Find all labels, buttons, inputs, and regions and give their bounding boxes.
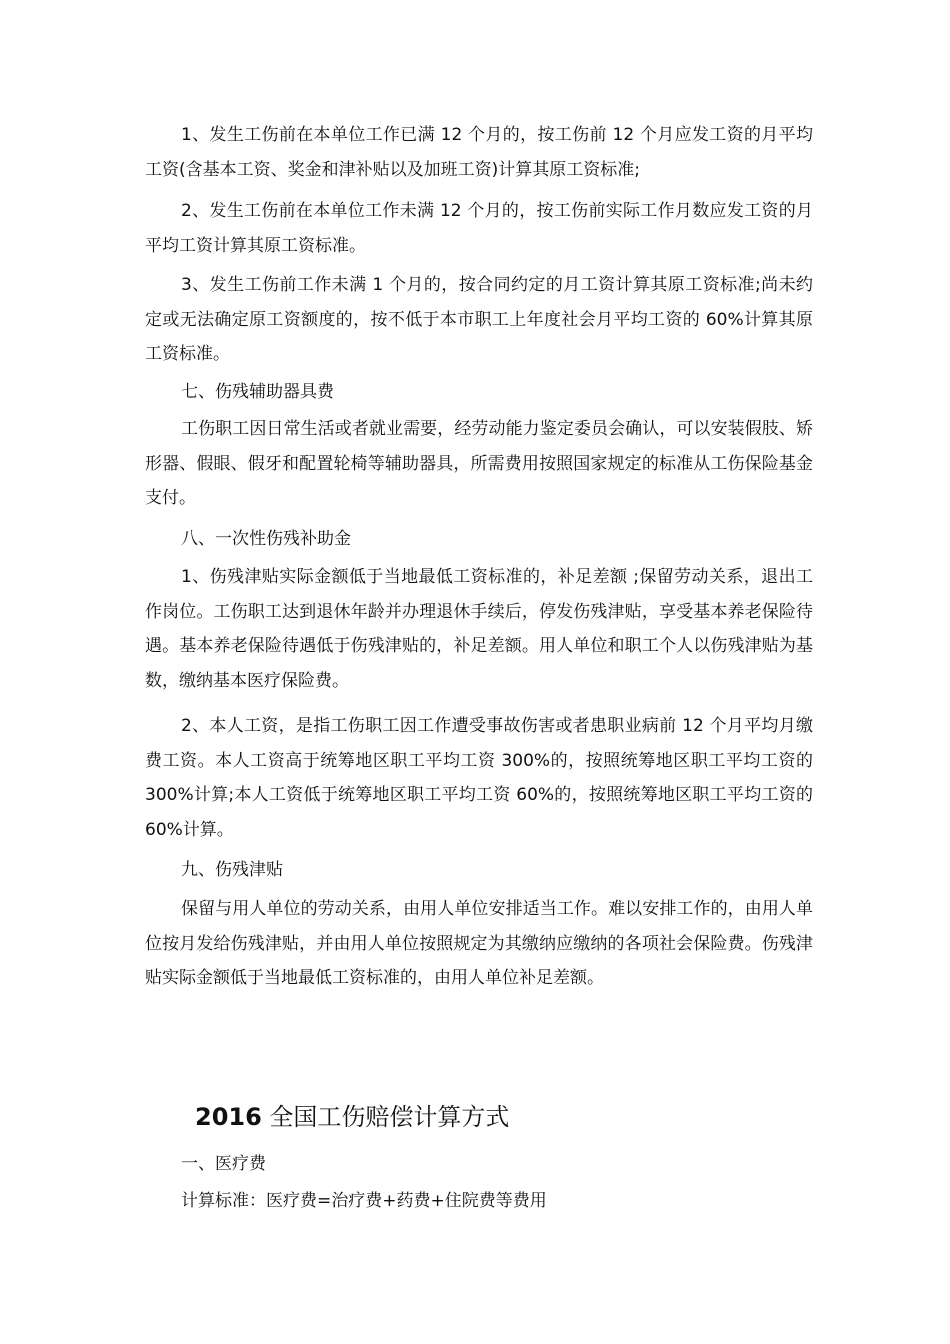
title-year: 2016 (195, 1103, 262, 1131)
paragraph-wage-rule-2: 2、发生工伤前在本单位工作未满 12 个月的，按工伤前实际工作月数应发工资的月平均工资计算其原工资标准。 (145, 201, 813, 256)
title-text: 全国工伤赔偿计算方式 (261, 1103, 510, 1131)
paragraph-assistive-devices: 工伤职工因日常生活或者就业需要，经劳动能力鉴定委员会确认，可以安装假肢、矫形器、假眼、假牙和配置轮椅等辅助器具，所需费用按照国家规定的标准从工伤保险基金支付。 (145, 419, 813, 508)
paragraph-disability-allowance: 保留与用人单位的劳动关系，由用人单位安排适当工作。难以安排工作的，由用人单位按月发给伤残津贴，并由用人单位按照规定为其缴纳应缴纳的各项社会保险费。伤残津贴实际金额低于当地最低工资标准的，由用人单位补足差额。 (145, 899, 813, 988)
paragraph-wage-rule-1: 1、发生工伤前在本单位工作已满 12 个月的，按工伤前 12 个月应发工资的月平均工资(含基本工资、奖金和津补贴以及加班工资)计算其原工资标准; (145, 125, 813, 180)
medical-fee-formula: 计算标准：医疗费=治疗费+药费+住院费等费用 (181, 1191, 547, 1211)
document-title (195, 1097, 509, 1137)
paragraph-disability-subsidy-2: 2、本人工资，是指工伤职工因工作遭受事故伤害或者患职业病前 12 个月平均月缴费工资。本人工资高于统筹地区职工平均工资 300%的，按照统筹地区职工平均工资的 300%计算;本人工资低于统筹地区职工平均工资 60%的，按照统筹地区职工平均工资的 60%计算。 (145, 716, 813, 840)
section-heading-disability-subsidy: 八、一次性伤残补助金 (181, 529, 351, 549)
section-heading-assistive-devices: 七、伤残辅助器具费 (181, 382, 334, 402)
paragraph-disability-subsidy-1: 1、伤残津贴实际金额低于当地最低工资标准的，补足差额 ;保留劳动关系，退出工作岗位。工伤职工达到退休年龄并办理退休手续后，停发伤残津贴，享受基本养老保险待遇。基本养老保险待遇低于伤残津贴的，补足差额。用人单位和职工个人以伤残津贴为基数，缴纳基本医疗保险费。 (145, 567, 813, 691)
section-heading-medical-fees: 一、医疗费 (181, 1154, 266, 1174)
section-heading-disability-allowance: 九、伤残津贴 (181, 860, 283, 880)
paragraph-wage-rule-3: 3、发生工伤前工作未满 1 个月的，按合同约定的月工资计算其原工资标准;尚未约定或无法确定原工资额度的，按不低于本市职工上年度社会月平均工资的 60%计算其原工资标准。 (145, 275, 813, 364)
